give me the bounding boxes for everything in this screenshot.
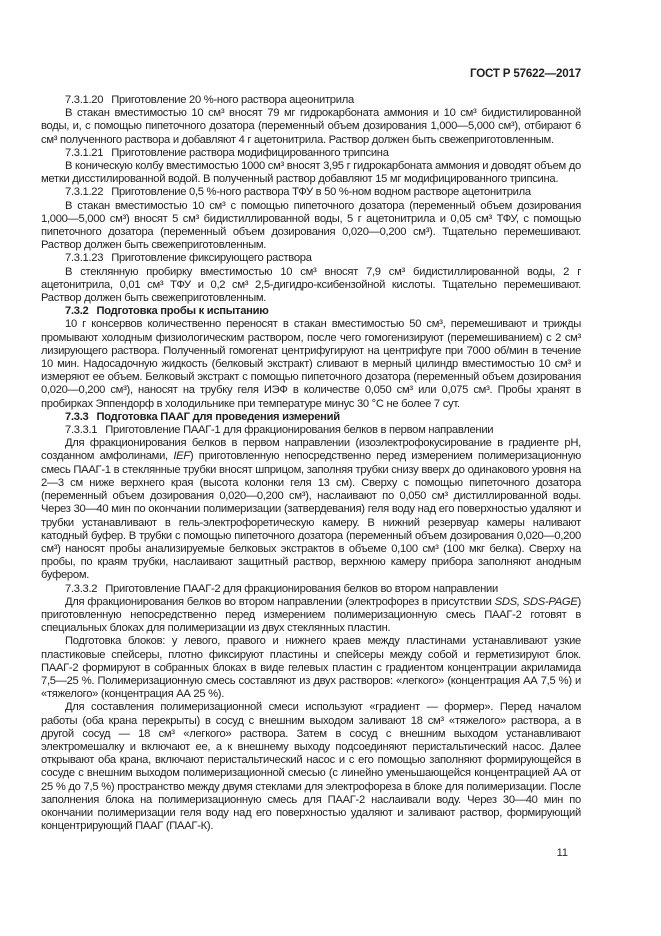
paragraph: 10 г консервов количественно переносят в стакан вместимостью 50 см³, перемешивают и трижды промывают холодным физиологическим раствором, после чего гомогенизируют (перемешиванием) с 2 см³ лизирующего раствора. Полученный гомогенат центрифугируют на центрифуге при 7000 об/мин в течение 10 мин. Надосадочную жидкость (белковый экстракт) сливают в мерный цилиндр вместимостью 10 см³ и измеряют ее объем. Белковый экстракт с помощью пипеточного дозатора (переменный объем дозирования 0,020—0,200 см³), наносят на трубку геля ИЭФ в количестве 0,050 см³ или 0,075 см³. Пробы хранят в пробирках Эппендорф в холодильнике при температуре минус 30 °С не более 7 сут.: [41, 318, 581, 410]
document-body: [41, 94, 581, 833]
clause-heading-7-3-3-2: [41, 583, 581, 596]
clause-number: 7.3.3.1: [65, 424, 98, 437]
page-number: 11: [556, 847, 568, 859]
clause-title: Приготовление 0,5 %-ного раствора ТФУ в 50 %-ном водном растворе ацетонитрила: [111, 186, 531, 199]
text-run-italic: SDS, SDS-PAGE: [494, 595, 578, 608]
clause-number: 7.3.1.20: [65, 94, 104, 106]
clause-heading-7-3-3: [41, 411, 581, 424]
clause-title: Приготовление раствора модифицированного трипсина: [111, 146, 389, 159]
clause-number: 7.3.1.23: [65, 252, 104, 265]
text-run: Для фракционирования белков в первом направлении (изоэлектрофокусирование в градиенте pH, созданном амфолинами,: [41, 437, 581, 463]
clause-title: Приготовление фиксирующего раствора: [111, 252, 312, 265]
text-run: Для фракционирования белков во втором направлении (электрофорез в присутствии: [65, 595, 495, 608]
paragraph: Подготовка блоков: у левого, правого и нижнего краев между пластинами устанавливают узкие пластиковые спейсеры, плотно фиксируют пластины и спейсеры между собой и герметизируют блок. ПААГ-2 формируют в собранных блоках в виде гелевых пластин с градиентом концентрации акриламида 7,5—25 %. Полимеризационную смесь составляют из двух растворов: «легкого» (концентрация АА 7,5 %) и «тяжелого» (концентрация АА 25 %).: [41, 635, 581, 701]
clause-number: 7.3.1.22: [65, 186, 104, 199]
running-header: ГОСТ Р 57622—2017: [469, 67, 581, 80]
paragraph: Для составления полимеризационной смеси используют «градиент — формер». Перед началом работы (оба крана перекрыты) в сосуд с внешним выходом заливают 18 см³ «тяжелого» раствора, а в другой сосуд — 18 см³ «легкого» раствора. Затем в сосуд с внешним выходом устанавливают электромешалку и включают ее, а к внешнему выходу подсоединяют перистальтический насос. Далее открывают оба крана, включают перистальтический насос и с его помощью заполняют формирующейся в сосуде с внешним выходом полимеризационной смесью (с линейно уменьшающейся концентрацией АА от 25 % до 7,5 %) пространство между двумя стеклами для электрофореза в блоке для полимеризации. После заполнения блока на полимеризационную смесь для ПААГ-2 наслаивали воду. Через 30—40 мин по окончании полимеризации геля воду над его поверхностью удаляют и заливают раствор, формирующий концентрирующий ПААГ (ПААГ-К).: [41, 701, 581, 833]
clause-heading-7-3-1-21: [41, 147, 581, 160]
paragraph: [41, 437, 581, 582]
clause-heading-7-3-1-20: [41, 94, 581, 107]
paragraph: В стеклянную пробирку вместимостью 10 см³ вносят 7,9 см³ бидистиллированной воды, 2 г ацетонитрила, 0,01 см³ ТФУ и 0,2 см³ 2,5-дигидро-ксибензойной кислоты. Тщательно перемешивают. Раствор должен быть свежеприготовленным.: [41, 265, 581, 305]
clause-number: 7.3.2: [65, 305, 89, 318]
paragraph: В коническую колбу вместимостью 1000 см³ вносят 3,95 г гидрокарбоната аммония и доводят объем до метки дисстилированной водой. В полученный раствор добавляют 15 мг модифицированного трипсина.: [41, 160, 581, 186]
text-run-italic: IEF: [173, 450, 190, 463]
clause-title: Подготовка ПААГ для проведения измерений: [96, 410, 340, 423]
clause-heading-7-3-1-22: [41, 186, 581, 199]
clause-title: Приготовление ПААГ-1 для фракционирования белков в первом направлении: [105, 424, 494, 437]
clause-number: 7.3.1.21: [65, 146, 104, 159]
clause-heading-7-3-3-1: [41, 424, 581, 437]
clause-number: 7.3.3: [65, 410, 89, 423]
paragraph: В стакан вместимостью 10 см³ вносят 79 мг гидрокарбоната аммония и 10 см³ бидистилированной воды, и, с помощью пипеточного дозатора (переменный объем дозирования 1,000—5,000 см³), отбирают 6 см³ полученного раствора и добавляют 4 г ацетонитрила. Раствор должен быть свежеприготовленным.: [41, 107, 581, 146]
paragraph: [41, 596, 581, 636]
clause-heading-7-3-2: [41, 305, 581, 318]
text-run: ) приготовленную непосредственно перед измерением полимеризационную смесь ПААГ-1 в стеклянные трубки вносят шприцом, заполняя трубки снизу вверх до одинакового уровня на 2—3 см ниже верхнего края (высота колонки геля 13 см). Сверху с помощью пипеточного дозатора (переменный объем дозирования 0,020—0,200 см³), наслаивают по 0,050 см³ дистиллированной воды. Через 30—40 мин по окончании полимеризации (затвердевания) геля воду над его поверхностью удаляют и трубки устанавливают в гель-электрофоретическую камеру. В нижний резервуар камеры наливают катодный буфер. В трубки с помощью пипеточного дозатора (переменный объем дозирования 0,020—0,200 см³) наносят пробы анализируемые белковых экстрактов в объеме 0,100 см³ (100 мкг белка). Сверху на пробы, по краям трубки, наслаивают защитный раствор, верхнюю камеру прибора заполняют анодным буфером.: [41, 450, 581, 582]
clause-heading-7-3-1-23: [41, 252, 581, 265]
clause-number: 7.3.3.2: [65, 582, 98, 595]
text-run: ) приготовленную непосредственно перед измерением полимеризационную смесь ПААГ-2 готовят в специальных блоках для полимеризации из двух стеклянных пластин.: [41, 595, 581, 635]
clause-title: Приготовление 20 %-ного раствора ацеонитрила: [111, 94, 354, 106]
paragraph: В стакан вместимостью 10 см³ с помощью пипеточного дозатора (переменный объем дозирования 1,000—5,000 см³) вносят 5 см³ бидистиллированной воды, 5 г ацетонитрила и 0,05 см³ ТФУ, с помощью пипеточного дозатора (переменный объем дозирования 0,020—0,200 см³). Тщательно перемешивают. Раствор должен быть свежеприготовленным.: [41, 199, 581, 252]
clause-title: Приготовление ПААГ-2 для фракционирования белков во втором направлении: [105, 582, 498, 595]
clause-title: Подготовка пробы к испытанию: [96, 305, 269, 318]
